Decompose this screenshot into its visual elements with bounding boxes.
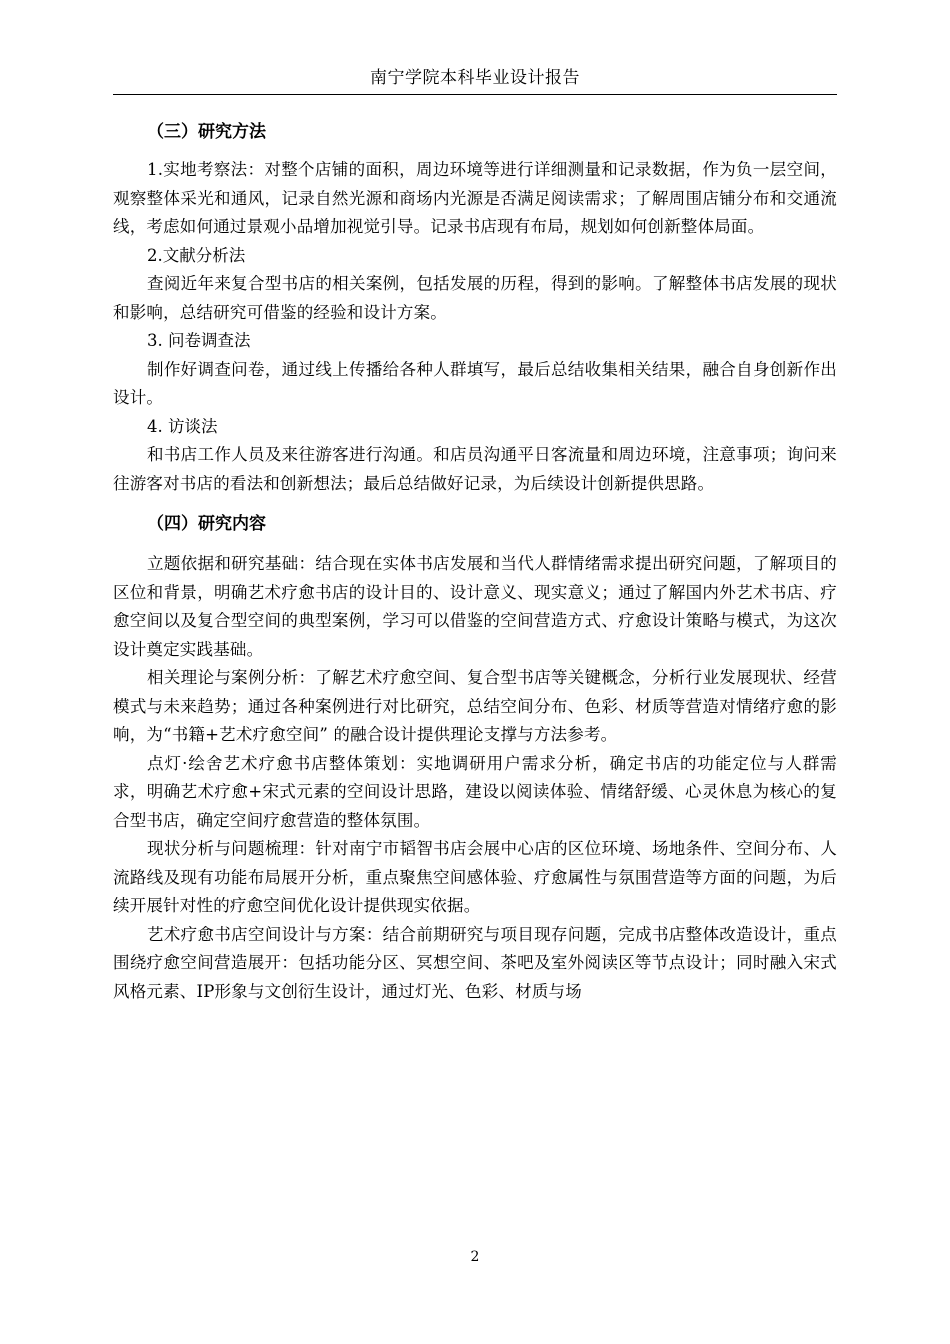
- content-paragraph: 艺术疗愈书店空间设计与方案：结合前期研究与项目现存问题，完成书店整体改造设计，重点围绕疗愈空间营造展开：包括功能分区、冥想空间、茶吧及室外阅读区等节点设计；同时融入宋式风格元素、IP形象与文创衍生设计，通过灯光、色彩、材质与场: [113, 924, 837, 1001]
- method-literature-text: 查阅近年来复合型书店的相关案例，包括发展的历程，得到的影响。了解整体书店发展的现状和影响，总结研究可借鉴的经验和设计方案。: [113, 274, 837, 322]
- page-body: [113, 118, 837, 1006]
- section-heading-content: （四）研究内容: [147, 514, 266, 534]
- content-paragraph: 相关理论与案例分析：了解艺术疗愈空间、复合型书店等关键概念，分析行业发展现状、经营模式与未来趋势；通过各种案例进行对比研究，总结空间分布、色彩、材质等营造对情绪疗愈的影响，为“书籍+艺术疗愈空间” 的融合设计提供理论支撑与方法参考。: [113, 668, 837, 744]
- page-number: 2: [470, 1249, 480, 1265]
- page-header-title: 南宁学院本科毕业设计报告: [370, 68, 580, 88]
- header-divider: [113, 94, 837, 95]
- content-paragraph: 立题依据和研究基础：结合现在实体书店发展和当代人群情绪需求提出研究问题，了解项目的区位和背景，明确艺术疗愈书店的设计目的、设计意义、现实意义；通过了解国内外艺术书店、疗愈空间以及复合型空间的典型案例，学习可以借鉴的空间营造方式、疗愈设计策略与模式，为这次设计奠定实践基础。: [113, 554, 837, 659]
- method-interview-text: 和书店工作人员及来往游客进行沟通。和店员沟通平日客流量和周边环境，注意事项；询问来往游客对书店的看法和创新想法；最后总结做好记录，为后续设计创新提供思路。: [113, 445, 837, 493]
- method-interview-label: 4. 访谈法: [147, 416, 218, 436]
- method-field-survey: 1.实地考察法：对整个店铺的面积，周边环境等进行详细测量和记录数据，作为负一层空间，观察整体采光和通风，记录自然光源和商场内光源是否满足阅读需求；了解周围店铺分布和交通流线，考虑如何通过景观小品增加视觉引导。记录书店现有布局，规划如何创新整体局面。: [113, 160, 837, 236]
- method-literature-label: 2.文献分析法: [147, 245, 246, 265]
- method-questionnaire-label: 3. 问卷调查法: [147, 331, 251, 350]
- section-heading-methods: （三）研究方法: [147, 122, 266, 142]
- content-paragraph: 现状分析与问题梳理：针对南宁市韬智书店会展中心店的区位环境、场地条件、空间分布、人流路线及现有功能布局展开分析，重点聚焦空间感体验、疗愈属性与氛围营造等方面的问题，为后续开展针对性的疗愈空间优化设计提供现实依据。: [113, 839, 837, 915]
- content-paragraph: 点灯·绘舍艺术疗愈书店整体策划：实地调研用户需求分析，确定书店的功能定位与人群需求，明确艺术疗愈+宋式元素的空间设计思路，建设以阅读体验、情绪舒缓、心灵休息为核心的复合型书店，确定空间疗愈营造的整体氛围。: [113, 753, 837, 830]
- method-questionnaire-text: 制作好调查问卷，通过线上传播给各种人群填写，最后总结收集相关结果，融合自身创新作出设计。: [113, 359, 837, 407]
